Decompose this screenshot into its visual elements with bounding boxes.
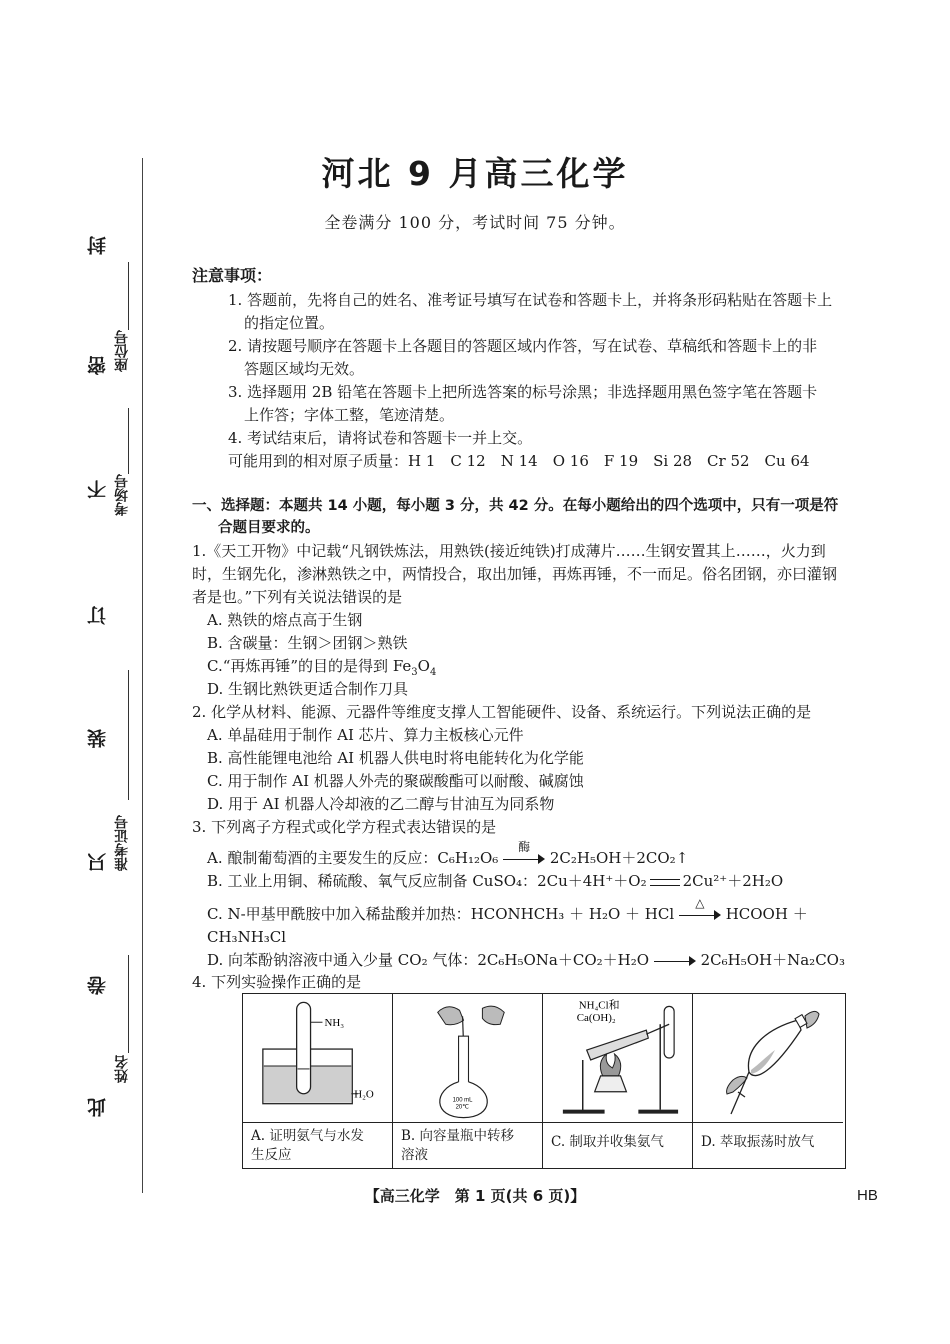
volumetric-flask-image	[393, 994, 542, 1122]
seal-char: 卷	[87, 976, 109, 995]
notice-line: 1. 答题前，先将自己的姓名、准考证号填写在试卷和答题卡上，并将条形码粘贴在答题卡上	[228, 291, 833, 309]
separatory-funnel-image	[693, 994, 843, 1122]
experiment-cell-a	[243, 994, 393, 1168]
q1-option-c: C.“再炼再锤”的目的是得到 $Fe_3O_4$	[207, 657, 437, 678]
exam-room-label: 考场号	[114, 474, 130, 516]
q3-option-b: B. 工业上用铜、稀硫酸、氧气反应制备 CuSO₄：2Cu＋4H⁺＋O₂ 2Cu²⁺＋2H₂O	[207, 872, 784, 890]
q2-stem: 2. 化学从材料、能源、元器件等维度支撑人工智能硬件、设备、系统运行。下列说法正确的是	[192, 703, 812, 721]
nh3-label: NH₃	[324, 1017, 345, 1030]
notice-line: 4. 考试结束后，请将试卷和答题卡一并上交。	[228, 429, 533, 447]
room-blank-line	[128, 408, 129, 474]
q1-stem: 时，生钢先化，渗淋熟铁之中，两情投合，取出加锤，再炼再锤，不一而足。俗名团钢，亦曰灌钢	[192, 565, 838, 583]
experiment-cell-b	[393, 994, 543, 1168]
q1-option-b: B. 含碳量：生钢＞团钢＞熟铁	[207, 634, 408, 652]
flask-volume-label: 100 mL	[452, 1097, 473, 1104]
q2-option-c: C. 用于制作 AI 机器人外壳的聚碳酸酯可以耐酸、碱腐蚀	[207, 772, 584, 790]
flask-temperature-label: 20℃	[455, 1104, 469, 1111]
reaction-arrow: △	[679, 909, 721, 921]
q4-stem: 4. 下列实验操作正确的是	[192, 973, 362, 991]
ammonia-generation-apparatus-image	[543, 994, 692, 1122]
equals-sign	[650, 879, 680, 886]
edition-code: HB	[857, 1187, 878, 1204]
experiment-table	[242, 993, 846, 1169]
ammonia-water-apparatus-image	[243, 994, 392, 1122]
h2o-label: H₂O	[354, 1088, 374, 1101]
reagent-label: Ca(OH)₂	[576, 1012, 616, 1025]
atomic-mass-line: 可能用到的相对原子质量：H 1 C 12 N 14 O 16 F 19 Si 28 Cr 52 Cu 64	[228, 452, 810, 470]
admission-blank-line	[128, 670, 129, 800]
seal-char: 只	[87, 853, 109, 872]
q2-option-a: A. 单晶硅用于制作 AI 芯片、算力主板核心元件	[207, 726, 524, 744]
q3-option-a: A. 酿制葡萄酒的主要发生的反应：C₆H₁₂O₆ 酶 2C₂H₅OH＋2CO₂↑	[207, 840, 689, 867]
q1-option-a: A. 熟铁的熔点高于生钢	[207, 611, 363, 629]
q2-option-b: B. 高性能锂电池给 AI 机器人供电时将电能转化为化学能	[207, 749, 584, 767]
notice-line: 上作答；字体工整，笔迹清楚。	[244, 406, 455, 424]
seat-blank-line	[128, 262, 129, 330]
experiment-cell-d	[693, 994, 843, 1168]
binding-line	[142, 158, 143, 1193]
name-blank-line	[128, 955, 129, 1053]
seal-char: 封	[87, 236, 109, 255]
notice-line: 3. 选择题用 2B 铅笔在答题卡上把所选答案的标号涂黑；非选择题用黑色签字笔在答题卡	[228, 383, 818, 401]
q1-stem: 1.《天工开物》中记载“凡钢铁炼法，用熟铁(接近纯铁)打成薄片……生钢安置其上……，火力到	[192, 542, 826, 560]
page-title: 河北 9 月高三化学	[321, 154, 629, 193]
seal-char: 此	[87, 1098, 109, 1117]
option-a-caption: A. 证明氨气与水发 生反应	[243, 1122, 392, 1168]
q3-option-c-cont: CH₃NH₃Cl	[207, 928, 287, 946]
notice-heading: 注意事项：	[192, 266, 273, 285]
notice-line: 2. 请按题号顺序在答题卡上各题目的答题区域内作答，写在试卷、草稿纸和答题卡上的非	[228, 337, 818, 355]
seal-char: 密	[87, 356, 109, 375]
experiment-cell-c	[543, 994, 693, 1168]
q3-stem: 3. 下列离子方程式或化学方程式表达错误的是	[192, 818, 497, 836]
seat-number-label: 座位号	[114, 330, 130, 372]
q2-option-d: D. 用于 AI 机器人冷却液的乙二醇与甘油互为同系物	[207, 795, 555, 813]
name-label: 姓名	[114, 1055, 130, 1083]
section-heading: 一、选择题：本题共 14 小题，每小题 3 分，共 42 分。在每小题给出的四个选项中，只有一项是符	[192, 498, 839, 514]
option-c-caption: C. 制取并收集氨气	[543, 1122, 692, 1168]
seal-char: 不	[87, 480, 109, 499]
option-b-caption: B. 向容量瓶中转移 溶液	[393, 1122, 542, 1168]
notice-line: 的指定位置。	[244, 314, 335, 332]
reaction-arrow	[654, 955, 696, 967]
reaction-arrow: 酶	[503, 853, 545, 865]
reagent-label: NH₄Cl和	[578, 999, 620, 1012]
q1-option-d: D. 生钢比熟铁更适合制作刀具	[207, 680, 409, 698]
q1-stem: 者是也。”下列有关说法错误的是	[192, 588, 403, 606]
admission-number-label: 准考证号	[114, 815, 130, 871]
section-heading-cont: 合题目要求的。	[218, 520, 320, 536]
notice-line: 答题区域均无效。	[244, 360, 365, 378]
seal-char: 订	[87, 606, 109, 625]
q3-option-d: D. 向苯酚钠溶液中通入少量 CO₂ 气体：2C₆H₅ONa＋CO₂＋H₂O 2C₆H₅OH＋Na₂CO₃	[207, 951, 845, 969]
page-footer: 【高三化学 第 1 页(共 6 页)】	[364, 1187, 586, 1205]
option-d-caption: D. 萃取振荡时放气	[693, 1122, 843, 1168]
q3-option-c: C. N-甲基甲酰胺中加入稀盐酸并加热：HCONHCH₃ ＋ H₂O ＋ HCl △ HCOOH ＋	[207, 896, 808, 923]
seal-char: 装	[87, 729, 109, 748]
exam-info: 全卷满分 100 分，考试时间 75 分钟。	[324, 213, 626, 232]
